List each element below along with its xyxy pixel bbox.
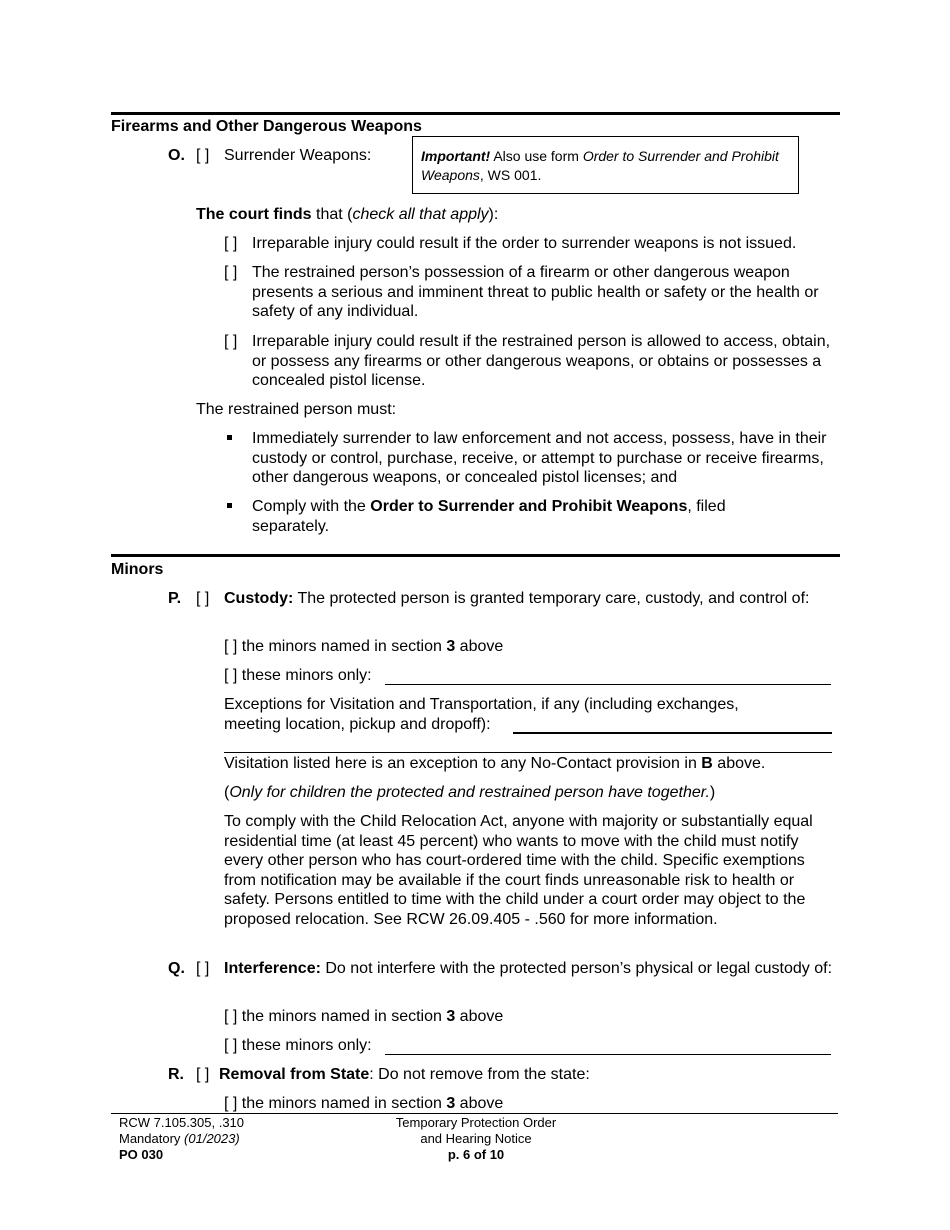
item-q-checkbox[interactable]: [ ] bbox=[196, 960, 210, 977]
bullet-2-text bbox=[252, 497, 782, 536]
p-opt-named[interactable] bbox=[224, 637, 503, 657]
item-q-bold: Interference: bbox=[224, 960, 321, 977]
finding-1-text: Irreparable injury could result if the order to surrender weapons is not issued. bbox=[252, 235, 797, 252]
court-finds-bold: The court finds bbox=[196, 206, 312, 223]
court-finds-mid: that ( bbox=[311, 206, 353, 223]
court-finds-end: ): bbox=[488, 206, 499, 223]
item-r-desc: : Do not remove from the state: bbox=[369, 1066, 590, 1083]
bullet-2-bold: Order to Surrender and Prohibit Weapons bbox=[370, 498, 688, 515]
finding-3-checkbox[interactable]: [ ] bbox=[224, 333, 238, 350]
section-rule-minors bbox=[111, 554, 840, 557]
section-rule-weapons bbox=[111, 112, 840, 115]
exceptions-text: Exceptions for Visitation and Transportation, if any (including exchanges, meeting location, pickup and dropoff): bbox=[224, 696, 739, 733]
item-p-checkbox[interactable]: [ ] bbox=[196, 590, 210, 607]
court-finds-line bbox=[196, 205, 498, 225]
finding-1-checkbox[interactable]: [ ] bbox=[224, 235, 238, 252]
item-p-letter: P. bbox=[168, 590, 182, 607]
exceptions-field-1[interactable] bbox=[513, 732, 832, 734]
court-finds-italic: check all that apply bbox=[352, 206, 489, 223]
bullet-1-text: Immediately surrender to law enforcement and not access, possess, have in their custody or control, purchase, receive, or attempt to purchase or receive firearms, other dangerous weapons, or concealed pistol licenses; and bbox=[252, 430, 827, 487]
q-opt-only[interactable]: [ ] these minors only: bbox=[224, 1037, 372, 1054]
q-opt-named-pre: [ ] the minors named in section bbox=[224, 1008, 447, 1025]
item-q-letter: Q. bbox=[168, 960, 185, 977]
footer-mandatory bbox=[119, 1131, 244, 1147]
only-children-note bbox=[224, 783, 715, 803]
footer-page: p. 6 of 10 bbox=[447, 1147, 505, 1162]
item-p-text bbox=[224, 589, 839, 609]
p-minors-only-field[interactable] bbox=[385, 684, 831, 685]
note-important: Important! bbox=[421, 148, 491, 164]
relocation-text: To comply with the Child Relocation Act, anyone with majority or substantially equal residential time (at least 45 percent) who wants to move with the child must notify every other person who has court-ordered time with the child. Specific exemptions from notification may be available if the court finds unreasonable risk to health or safety. Persons entitled to time with the child under a court order may object to the proposed relocation. See RCW 26.09.405 - .560 for more information. bbox=[224, 813, 813, 928]
q-minors-only-field[interactable] bbox=[385, 1054, 831, 1055]
q-opt-named[interactable] bbox=[224, 1007, 503, 1027]
exceptions-field-2[interactable] bbox=[224, 752, 832, 753]
r-opt-named[interactable] bbox=[224, 1094, 503, 1114]
p-opt-named-bold: 3 bbox=[446, 638, 456, 655]
footer-mandatory-date: (01/2023) bbox=[184, 1131, 240, 1146]
only-children-italic: Only for children the protected and restrained person have together. bbox=[229, 784, 710, 801]
q-opt-named-bold: 3 bbox=[446, 1008, 456, 1025]
visitation-pre: Visitation listed here is an exception to any No-Contact provision in bbox=[224, 755, 702, 772]
visitation-note bbox=[224, 754, 765, 774]
r-opt-named-bold: 3 bbox=[446, 1095, 456, 1112]
bullet-1-icon bbox=[227, 435, 232, 440]
finding-2-text: The restrained person’s possession of a firearm or other dangerous weapon presents a serious and imminent threat to public health or safety or the health or safety of any individual. bbox=[252, 264, 819, 321]
footer-rule bbox=[111, 1113, 838, 1114]
note-text-2: , WS 001. bbox=[479, 167, 542, 183]
only-children-close: ) bbox=[709, 784, 716, 801]
visitation-bold: B bbox=[701, 755, 713, 772]
visitation-post: above. bbox=[712, 755, 766, 772]
item-q-text bbox=[224, 959, 840, 979]
footer-rcw: RCW 7.105.305, .310 bbox=[119, 1115, 245, 1130]
footer-title-2: and Hearing Notice bbox=[420, 1131, 532, 1146]
item-r-letter: R. bbox=[168, 1066, 184, 1083]
finding-3-text: Irreparable injury could result if the restrained person is allowed to access, obtain, or possess any firearms or other dangerous weapons, or obtains or possesses a concealed pistol license. bbox=[252, 333, 831, 390]
footer-left bbox=[119, 1115, 244, 1163]
only-children-open: ( bbox=[224, 784, 230, 801]
weapons-heading: Firearms and Other Dangerous Weapons bbox=[111, 118, 422, 135]
r-opt-named-pre: [ ] the minors named in section bbox=[224, 1095, 447, 1112]
r-opt-named-post: above bbox=[455, 1095, 504, 1112]
item-q-desc: Do not interfere with the protected person’s physical or legal custody of: bbox=[320, 960, 833, 977]
bullet-2-post: , filed separately. bbox=[252, 498, 726, 535]
p-opt-named-post: above bbox=[455, 638, 504, 655]
bullet-2-pre: Comply with the bbox=[252, 498, 371, 515]
p-opt-only[interactable]: [ ] these minors only: bbox=[224, 667, 372, 684]
item-p-desc: The protected person is granted temporary care, custody, and control of: bbox=[293, 590, 810, 607]
footer-form-code: PO 030 bbox=[119, 1147, 164, 1162]
item-p-bold: Custody: bbox=[224, 590, 294, 607]
note-text-1: Also use form bbox=[490, 148, 583, 164]
item-r-bold: Removal from State bbox=[219, 1066, 370, 1083]
item-o-checkbox[interactable]: [ ] bbox=[196, 147, 210, 164]
bullet-2-icon bbox=[227, 503, 232, 508]
footer-mandatory-label: Mandatory bbox=[119, 1131, 185, 1146]
footer-title-1: Temporary Protection Order bbox=[395, 1115, 557, 1130]
item-r-text bbox=[219, 1065, 590, 1085]
q-opt-named-post: above bbox=[455, 1008, 504, 1025]
item-r-checkbox[interactable]: [ ] bbox=[196, 1066, 210, 1083]
must-label: The restrained person must: bbox=[196, 401, 397, 418]
item-o-letter: O. bbox=[168, 147, 185, 164]
note-form-name: Order to Surrender and Prohibit Weapons bbox=[421, 148, 779, 183]
finding-2-checkbox[interactable]: [ ] bbox=[224, 264, 238, 281]
important-note-box bbox=[412, 136, 799, 194]
item-o-label: Surrender Weapons: bbox=[224, 147, 372, 164]
footer-center bbox=[376, 1115, 576, 1163]
p-opt-named-pre: [ ] the minors named in section bbox=[224, 638, 447, 655]
minors-heading: Minors bbox=[111, 561, 164, 578]
